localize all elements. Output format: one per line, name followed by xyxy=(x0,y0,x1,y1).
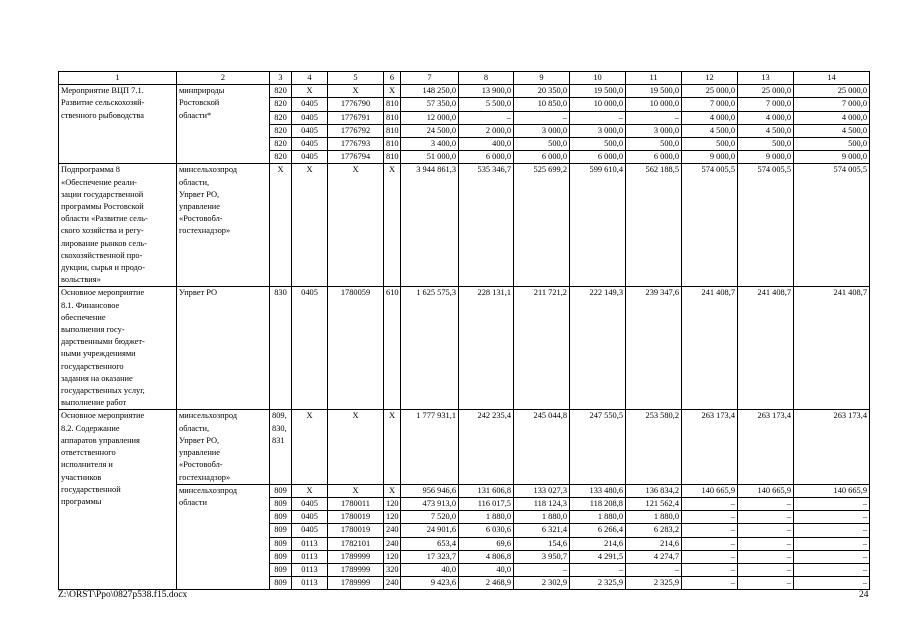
activity-name: Основное мероприятие 8.2. Содержание аппаратов управления ответственного исполнителя и участников государственной программы xyxy=(59,410,177,590)
cell-col-4: Х xyxy=(292,85,328,98)
header-col-1: 1 xyxy=(59,72,177,85)
cell-col-13: – xyxy=(738,563,794,576)
cell-col-8: 69,6 xyxy=(459,537,514,550)
cell-col-8: 40,0 xyxy=(459,563,514,576)
cell-col-8: 13 900,0 xyxy=(459,85,514,98)
cell-col-7: 1 625 575,3 xyxy=(401,287,459,410)
cell-col-8: 5 500,0 xyxy=(459,98,514,111)
cell-col-4: 0405 xyxy=(292,151,328,164)
cell-col-11: 10 000,0 xyxy=(626,98,682,111)
cell-col-13: – xyxy=(738,524,794,537)
cell-col-5: Х xyxy=(328,164,384,287)
cell-col-13: 574 005,5 xyxy=(738,164,794,287)
cell-col-5: 1776793 xyxy=(328,138,384,151)
cell-col-13: 4 500,0 xyxy=(738,124,794,137)
cell-col-5: 1780059 xyxy=(328,287,384,410)
cell-col-14: – xyxy=(794,563,870,576)
executor: минсельхозпрод области, Упрвет РО, управление «Ростовобл- гостехнадзор» xyxy=(177,410,270,484)
cell-col-4: 0405 xyxy=(292,138,328,151)
cell-col-11: 3 000,0 xyxy=(626,124,682,137)
cell-col-4: 0405 xyxy=(292,98,328,111)
cell-col-6: 320 xyxy=(384,563,401,576)
cell-col-8: – xyxy=(459,111,514,124)
header-col-14: 14 xyxy=(794,72,870,85)
cell-col-6: 810 xyxy=(384,151,401,164)
cell-col-4: Х xyxy=(292,410,328,484)
cell-col-14: 241 408,7 xyxy=(794,287,870,410)
cell-col-6: 240 xyxy=(384,524,401,537)
cell-col-5: 1776792 xyxy=(328,124,384,137)
cell-col-12: – xyxy=(682,497,738,510)
cell-col-5: 1776794 xyxy=(328,151,384,164)
cell-col-14: 500,0 xyxy=(794,138,870,151)
cell-col-13: 25 000,0 xyxy=(738,85,794,98)
cell-col-5: 1789999 xyxy=(328,550,384,563)
cell-col-3: 809 xyxy=(270,511,292,524)
header-col-12: 12 xyxy=(682,72,738,85)
cell-col-4: 0113 xyxy=(292,537,328,550)
cell-col-7: 956 946,6 xyxy=(401,484,459,497)
cell-col-13: 241 408,7 xyxy=(738,287,794,410)
cell-col-9: 211 721,2 xyxy=(514,287,570,410)
cell-col-11: 4 274,7 xyxy=(626,550,682,563)
cell-col-10: 133 480,6 xyxy=(570,484,626,497)
cell-col-4: 0405 xyxy=(292,124,328,137)
cell-col-14: – xyxy=(794,524,870,537)
cell-col-9: 6 000,0 xyxy=(514,151,570,164)
table-row xyxy=(59,164,870,287)
cell-col-4: 0405 xyxy=(292,111,328,124)
table-row xyxy=(59,410,870,484)
cell-col-14: – xyxy=(794,497,870,510)
cell-col-10: 599 610,4 xyxy=(570,164,626,287)
cell-col-9: 118 124,3 xyxy=(514,497,570,510)
cell-col-7: 473 913,0 xyxy=(401,497,459,510)
cell-col-5: 1782101 xyxy=(328,537,384,550)
cell-col-7: 3 400,0 xyxy=(401,138,459,151)
cell-col-7: 1 777 931,1 xyxy=(401,410,459,484)
cell-col-6: 610 xyxy=(384,287,401,410)
cell-col-14: – xyxy=(794,550,870,563)
cell-col-6: Х xyxy=(384,484,401,497)
cell-col-9: 245 044,8 xyxy=(514,410,570,484)
activity-name: Основное мероприятие 8.1. Финансовое обеспечение выполнения госу- дарственными бюджет- ными учреждениями государственного задания на оказание государственных услуг, выполнение работ xyxy=(59,287,177,410)
cell-col-5: Х xyxy=(328,410,384,484)
cell-col-3: 809, 830, 831 xyxy=(270,410,292,484)
cell-col-14: 574 005,5 xyxy=(794,164,870,287)
cell-col-9: 2 302,9 xyxy=(514,577,570,590)
cell-col-13: 140 665,9 xyxy=(738,484,794,497)
header-col-11: 11 xyxy=(626,72,682,85)
cell-col-12: 263 173,4 xyxy=(682,410,738,484)
cell-col-11: 6 000,0 xyxy=(626,151,682,164)
header-row xyxy=(59,72,870,85)
cell-col-11: 239 347,6 xyxy=(626,287,682,410)
cell-col-9: 20 350,0 xyxy=(514,85,570,98)
header-col-10: 10 xyxy=(570,72,626,85)
cell-col-7: 51 000,0 xyxy=(401,151,459,164)
cell-col-10: 10 000,0 xyxy=(570,98,626,111)
cell-col-12: 140 665,9 xyxy=(682,484,738,497)
cell-col-8: 535 346,7 xyxy=(459,164,514,287)
cell-col-13: – xyxy=(738,550,794,563)
cell-col-10: 1 880,0 xyxy=(570,511,626,524)
cell-col-12: – xyxy=(682,563,738,576)
table-row xyxy=(59,484,870,497)
executor: минсельхозпрод области, Упрвет РО, управление «Ростовобл- гостехнадзор» xyxy=(177,164,270,287)
cell-col-7: 9 423,6 xyxy=(401,577,459,590)
cell-col-7: 7 520,0 xyxy=(401,511,459,524)
cell-col-13: 4 000,0 xyxy=(738,111,794,124)
cell-col-9: – xyxy=(514,563,570,576)
cell-col-6: 810 xyxy=(384,124,401,137)
cell-col-14: 7 000,0 xyxy=(794,98,870,111)
cell-col-9: 1 880,0 xyxy=(514,511,570,524)
cell-col-3: 809 xyxy=(270,524,292,537)
cell-col-10: 6 266,4 xyxy=(570,524,626,537)
cell-col-6: 810 xyxy=(384,111,401,124)
cell-col-11: 253 580,2 xyxy=(626,410,682,484)
cell-col-3: 830 xyxy=(270,287,292,410)
cell-col-14: 4 500,0 xyxy=(794,124,870,137)
cell-col-8: 131 606,8 xyxy=(459,484,514,497)
cell-col-5: 1789999 xyxy=(328,563,384,576)
cell-col-3: 820 xyxy=(270,138,292,151)
cell-col-13: 9 000,0 xyxy=(738,151,794,164)
cell-col-9: 500,0 xyxy=(514,138,570,151)
cell-col-8: 400,0 xyxy=(459,138,514,151)
cell-col-11: 6 283,2 xyxy=(626,524,682,537)
cell-col-8: 6 030,6 xyxy=(459,524,514,537)
cell-col-8: 2 468,9 xyxy=(459,577,514,590)
activity-name: Подпрограмма 8 «Обеспечение реали- зации государственной программы Ростовской области «Развитие сель- ского хозяйства и регу- лирование рынков сель- скохозяйственной про- дукции, сырья и продо- вольствия» xyxy=(59,164,177,287)
header-col-5: 5 xyxy=(328,72,384,85)
cell-col-3: 820 xyxy=(270,85,292,98)
cell-col-10: 2 325,9 xyxy=(570,577,626,590)
cell-col-3: 820 xyxy=(270,151,292,164)
cell-col-7: 24 500,0 xyxy=(401,124,459,137)
cell-col-3: 820 xyxy=(270,98,292,111)
cell-col-6: 810 xyxy=(384,138,401,151)
cell-col-12: – xyxy=(682,537,738,550)
cell-col-3: 820 xyxy=(270,124,292,137)
cell-col-10: 118 208,8 xyxy=(570,497,626,510)
cell-col-4: 0113 xyxy=(292,563,328,576)
cell-col-5: 1780011 xyxy=(328,497,384,510)
cell-col-12: – xyxy=(682,524,738,537)
cell-col-13: 7 000,0 xyxy=(738,98,794,111)
cell-col-7: 3 944 861,3 xyxy=(401,164,459,287)
budget-table xyxy=(58,71,870,590)
header-col-3: 3 xyxy=(270,72,292,85)
cell-col-13: 500,0 xyxy=(738,138,794,151)
cell-col-6: 240 xyxy=(384,537,401,550)
cell-col-11: – xyxy=(626,563,682,576)
cell-col-4: Х xyxy=(292,164,328,287)
cell-col-8: 4 806,8 xyxy=(459,550,514,563)
cell-col-3: 820 xyxy=(270,111,292,124)
executor: Упрвет РО xyxy=(177,287,270,410)
executor: минсельхозпрод области xyxy=(177,484,270,590)
cell-col-14: 140 665,9 xyxy=(794,484,870,497)
cell-col-14: – xyxy=(794,537,870,550)
cell-col-7: 12 000,0 xyxy=(401,111,459,124)
cell-col-8: 228 131,1 xyxy=(459,287,514,410)
cell-col-14: 263 173,4 xyxy=(794,410,870,484)
cell-col-6: Х xyxy=(384,85,401,98)
cell-col-6: 240 xyxy=(384,577,401,590)
cell-col-5: 1776791 xyxy=(328,111,384,124)
cell-col-4: 0405 xyxy=(292,511,328,524)
cell-col-8: 1 880,0 xyxy=(459,511,514,524)
cell-col-12: 500,0 xyxy=(682,138,738,151)
cell-col-13: 263 173,4 xyxy=(738,410,794,484)
cell-col-7: 57 350,0 xyxy=(401,98,459,111)
cell-col-7: 24 901,6 xyxy=(401,524,459,537)
header-col-6: 6 xyxy=(384,72,401,85)
cell-col-13: – xyxy=(738,537,794,550)
cell-col-11: 121 562,4 xyxy=(626,497,682,510)
cell-col-6: Х xyxy=(384,164,401,287)
cell-col-11: – xyxy=(626,111,682,124)
cell-col-14: 9 000,0 xyxy=(794,151,870,164)
cell-col-5: 1789999 xyxy=(328,577,384,590)
cell-col-14: – xyxy=(794,511,870,524)
cell-col-10: 4 291,5 xyxy=(570,550,626,563)
cell-col-11: 19 500,0 xyxy=(626,85,682,98)
header-col-7: 7 xyxy=(401,72,459,85)
cell-col-6: 120 xyxy=(384,550,401,563)
executor: минприроды Ростовской области* xyxy=(177,85,270,164)
cell-col-3: 809 xyxy=(270,577,292,590)
cell-col-9: 6 321,4 xyxy=(514,524,570,537)
cell-col-5: 1780019 xyxy=(328,511,384,524)
table-row xyxy=(59,85,870,98)
cell-col-11: 1 880,0 xyxy=(626,511,682,524)
cell-col-7: 148 250,0 xyxy=(401,85,459,98)
cell-col-6: Х xyxy=(384,410,401,484)
cell-col-13: – xyxy=(738,511,794,524)
cell-col-3: Х xyxy=(270,164,292,287)
cell-col-4: 0113 xyxy=(292,550,328,563)
cell-col-11: 214,6 xyxy=(626,537,682,550)
cell-col-9: 133 027,3 xyxy=(514,484,570,497)
cell-col-8: 2 000,0 xyxy=(459,124,514,137)
cell-col-8: 242 235,4 xyxy=(459,410,514,484)
cell-col-6: 120 xyxy=(384,511,401,524)
cell-col-12: 241 408,7 xyxy=(682,287,738,410)
cell-col-4: 0113 xyxy=(292,577,328,590)
cell-col-5: Х xyxy=(328,85,384,98)
cell-col-10: 3 000,0 xyxy=(570,124,626,137)
activity-name: Мероприятие ВЦП 7.1. Развитие сельскохозяй- ственного рыбоводства xyxy=(59,85,177,164)
cell-col-3: 809 xyxy=(270,484,292,497)
cell-col-11: 2 325,9 xyxy=(626,577,682,590)
cell-col-12: 4 000,0 xyxy=(682,111,738,124)
cell-col-13: – xyxy=(738,497,794,510)
cell-col-3: 809 xyxy=(270,497,292,510)
cell-col-10: 222 149,3 xyxy=(570,287,626,410)
cell-col-12: 574 005,5 xyxy=(682,164,738,287)
cell-col-5: 1780019 xyxy=(328,524,384,537)
cell-col-4: Х xyxy=(292,484,328,497)
cell-col-4: 0405 xyxy=(292,524,328,537)
header-col-13: 13 xyxy=(738,72,794,85)
cell-col-10: – xyxy=(570,563,626,576)
cell-col-5: 1776790 xyxy=(328,98,384,111)
cell-col-4: 0405 xyxy=(292,497,328,510)
cell-col-12: – xyxy=(682,577,738,590)
cell-col-10: 500,0 xyxy=(570,138,626,151)
header-col-8: 8 xyxy=(459,72,514,85)
cell-col-3: 809 xyxy=(270,563,292,576)
cell-col-10: 6 000,0 xyxy=(570,151,626,164)
cell-col-10: 19 500,0 xyxy=(570,85,626,98)
cell-col-8: 116 017,5 xyxy=(459,497,514,510)
cell-col-9: 3 950,7 xyxy=(514,550,570,563)
cell-col-9: 154,6 xyxy=(514,537,570,550)
cell-col-3: 809 xyxy=(270,550,292,563)
cell-col-6: 810 xyxy=(384,98,401,111)
cell-col-4: 0405 xyxy=(292,287,328,410)
cell-col-5: Х xyxy=(328,484,384,497)
cell-col-10: 214,6 xyxy=(570,537,626,550)
footer-file-path: Z:\ORST\Ppo\0827p538.f15.docx xyxy=(58,590,188,600)
cell-col-12: – xyxy=(682,511,738,524)
cell-col-11: 500,0 xyxy=(626,138,682,151)
header-col-2: 2 xyxy=(177,72,270,85)
cell-col-8: 6 000,0 xyxy=(459,151,514,164)
cell-col-7: 653,4 xyxy=(401,537,459,550)
cell-col-14: – xyxy=(794,577,870,590)
cell-col-12: – xyxy=(682,550,738,563)
cell-col-9: 10 850,0 xyxy=(514,98,570,111)
cell-col-12: 7 000,0 xyxy=(682,98,738,111)
cell-col-7: 40,0 xyxy=(401,563,459,576)
cell-col-9: 525 699,2 xyxy=(514,164,570,287)
table-row xyxy=(59,287,870,410)
cell-col-3: 809 xyxy=(270,537,292,550)
cell-col-12: 9 000,0 xyxy=(682,151,738,164)
cell-col-10: 247 550,5 xyxy=(570,410,626,484)
cell-col-10: – xyxy=(570,111,626,124)
cell-col-11: 136 834,2 xyxy=(626,484,682,497)
header-col-4: 4 xyxy=(292,72,328,85)
cell-col-14: 4 000,0 xyxy=(794,111,870,124)
cell-col-11: 562 188,5 xyxy=(626,164,682,287)
cell-col-9: 3 000,0 xyxy=(514,124,570,137)
cell-col-12: 4 500,0 xyxy=(682,124,738,137)
cell-col-7: 17 323,7 xyxy=(401,550,459,563)
header-col-9: 9 xyxy=(514,72,570,85)
cell-col-14: 25 000,0 xyxy=(794,85,870,98)
cell-col-6: 120 xyxy=(384,497,401,510)
cell-col-12: 25 000,0 xyxy=(682,85,738,98)
cell-col-9: – xyxy=(514,111,570,124)
page-number: 24 xyxy=(859,590,869,600)
cell-col-13: – xyxy=(738,577,794,590)
